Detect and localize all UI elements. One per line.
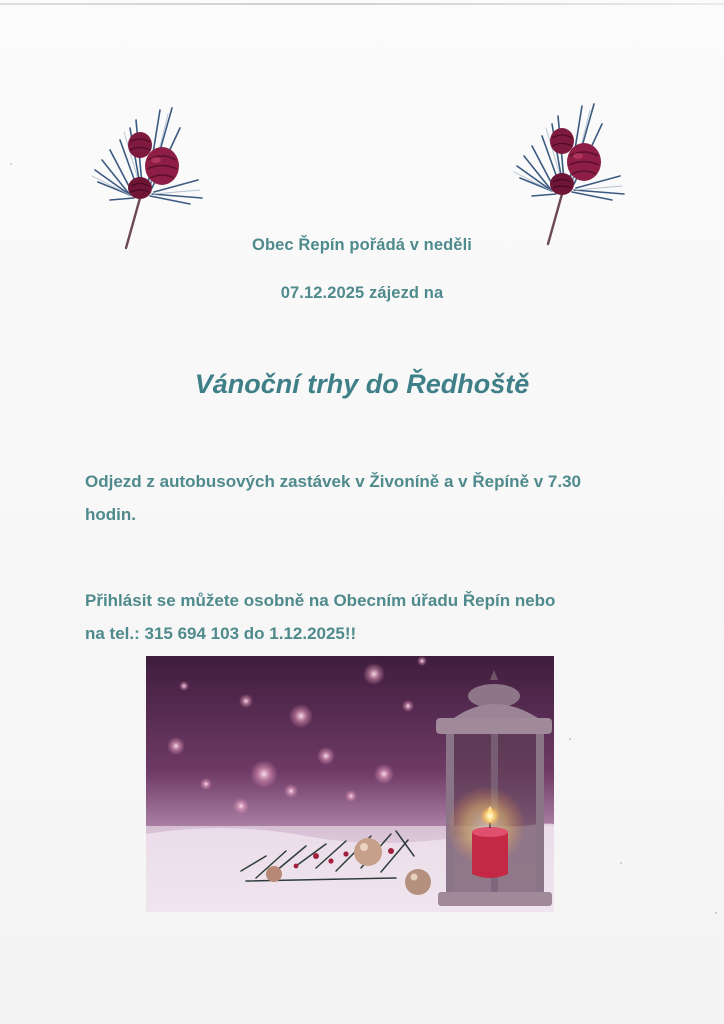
pine-sprig-left-icon — [90, 100, 210, 250]
pine-cone-icon — [567, 143, 601, 181]
scan-edge-line — [0, 3, 724, 5]
departure-line: hodin. — [85, 505, 136, 524]
intro-line-date: 07.12.2025 zájezd na — [280, 284, 444, 302]
intro-line-organizer: Obec Řepín pořádá v neděli — [252, 236, 472, 254]
christmas-lantern-photo — [146, 656, 554, 912]
signup-line: na tel.: 315 694 103 do 1.12.2025!! — [85, 624, 357, 643]
pine-cone-icon — [550, 173, 574, 195]
scan-speck — [569, 738, 571, 740]
scan-speck — [715, 912, 717, 914]
pine-cone-icon — [550, 128, 574, 154]
pine-cone-icon — [145, 147, 179, 185]
signup-line: Přihlásit se můžete osobně na Obecním úřadu Řepín nebo — [85, 591, 556, 610]
departure-line: Odjezd z autobusových zastávek v Živoníně a v Řepíně v 7.30 — [85, 472, 582, 491]
pine-sprig-right-icon — [512, 96, 632, 246]
signup-paragraph — [85, 584, 645, 650]
event-headline: Vánoční trhy do Ředhoště — [194, 369, 530, 399]
departure-paragraph — [85, 465, 645, 531]
scan-speck — [10, 163, 12, 165]
pine-cone-icon — [128, 177, 152, 199]
pine-cone-icon — [128, 132, 152, 158]
scan-speck — [620, 862, 622, 864]
